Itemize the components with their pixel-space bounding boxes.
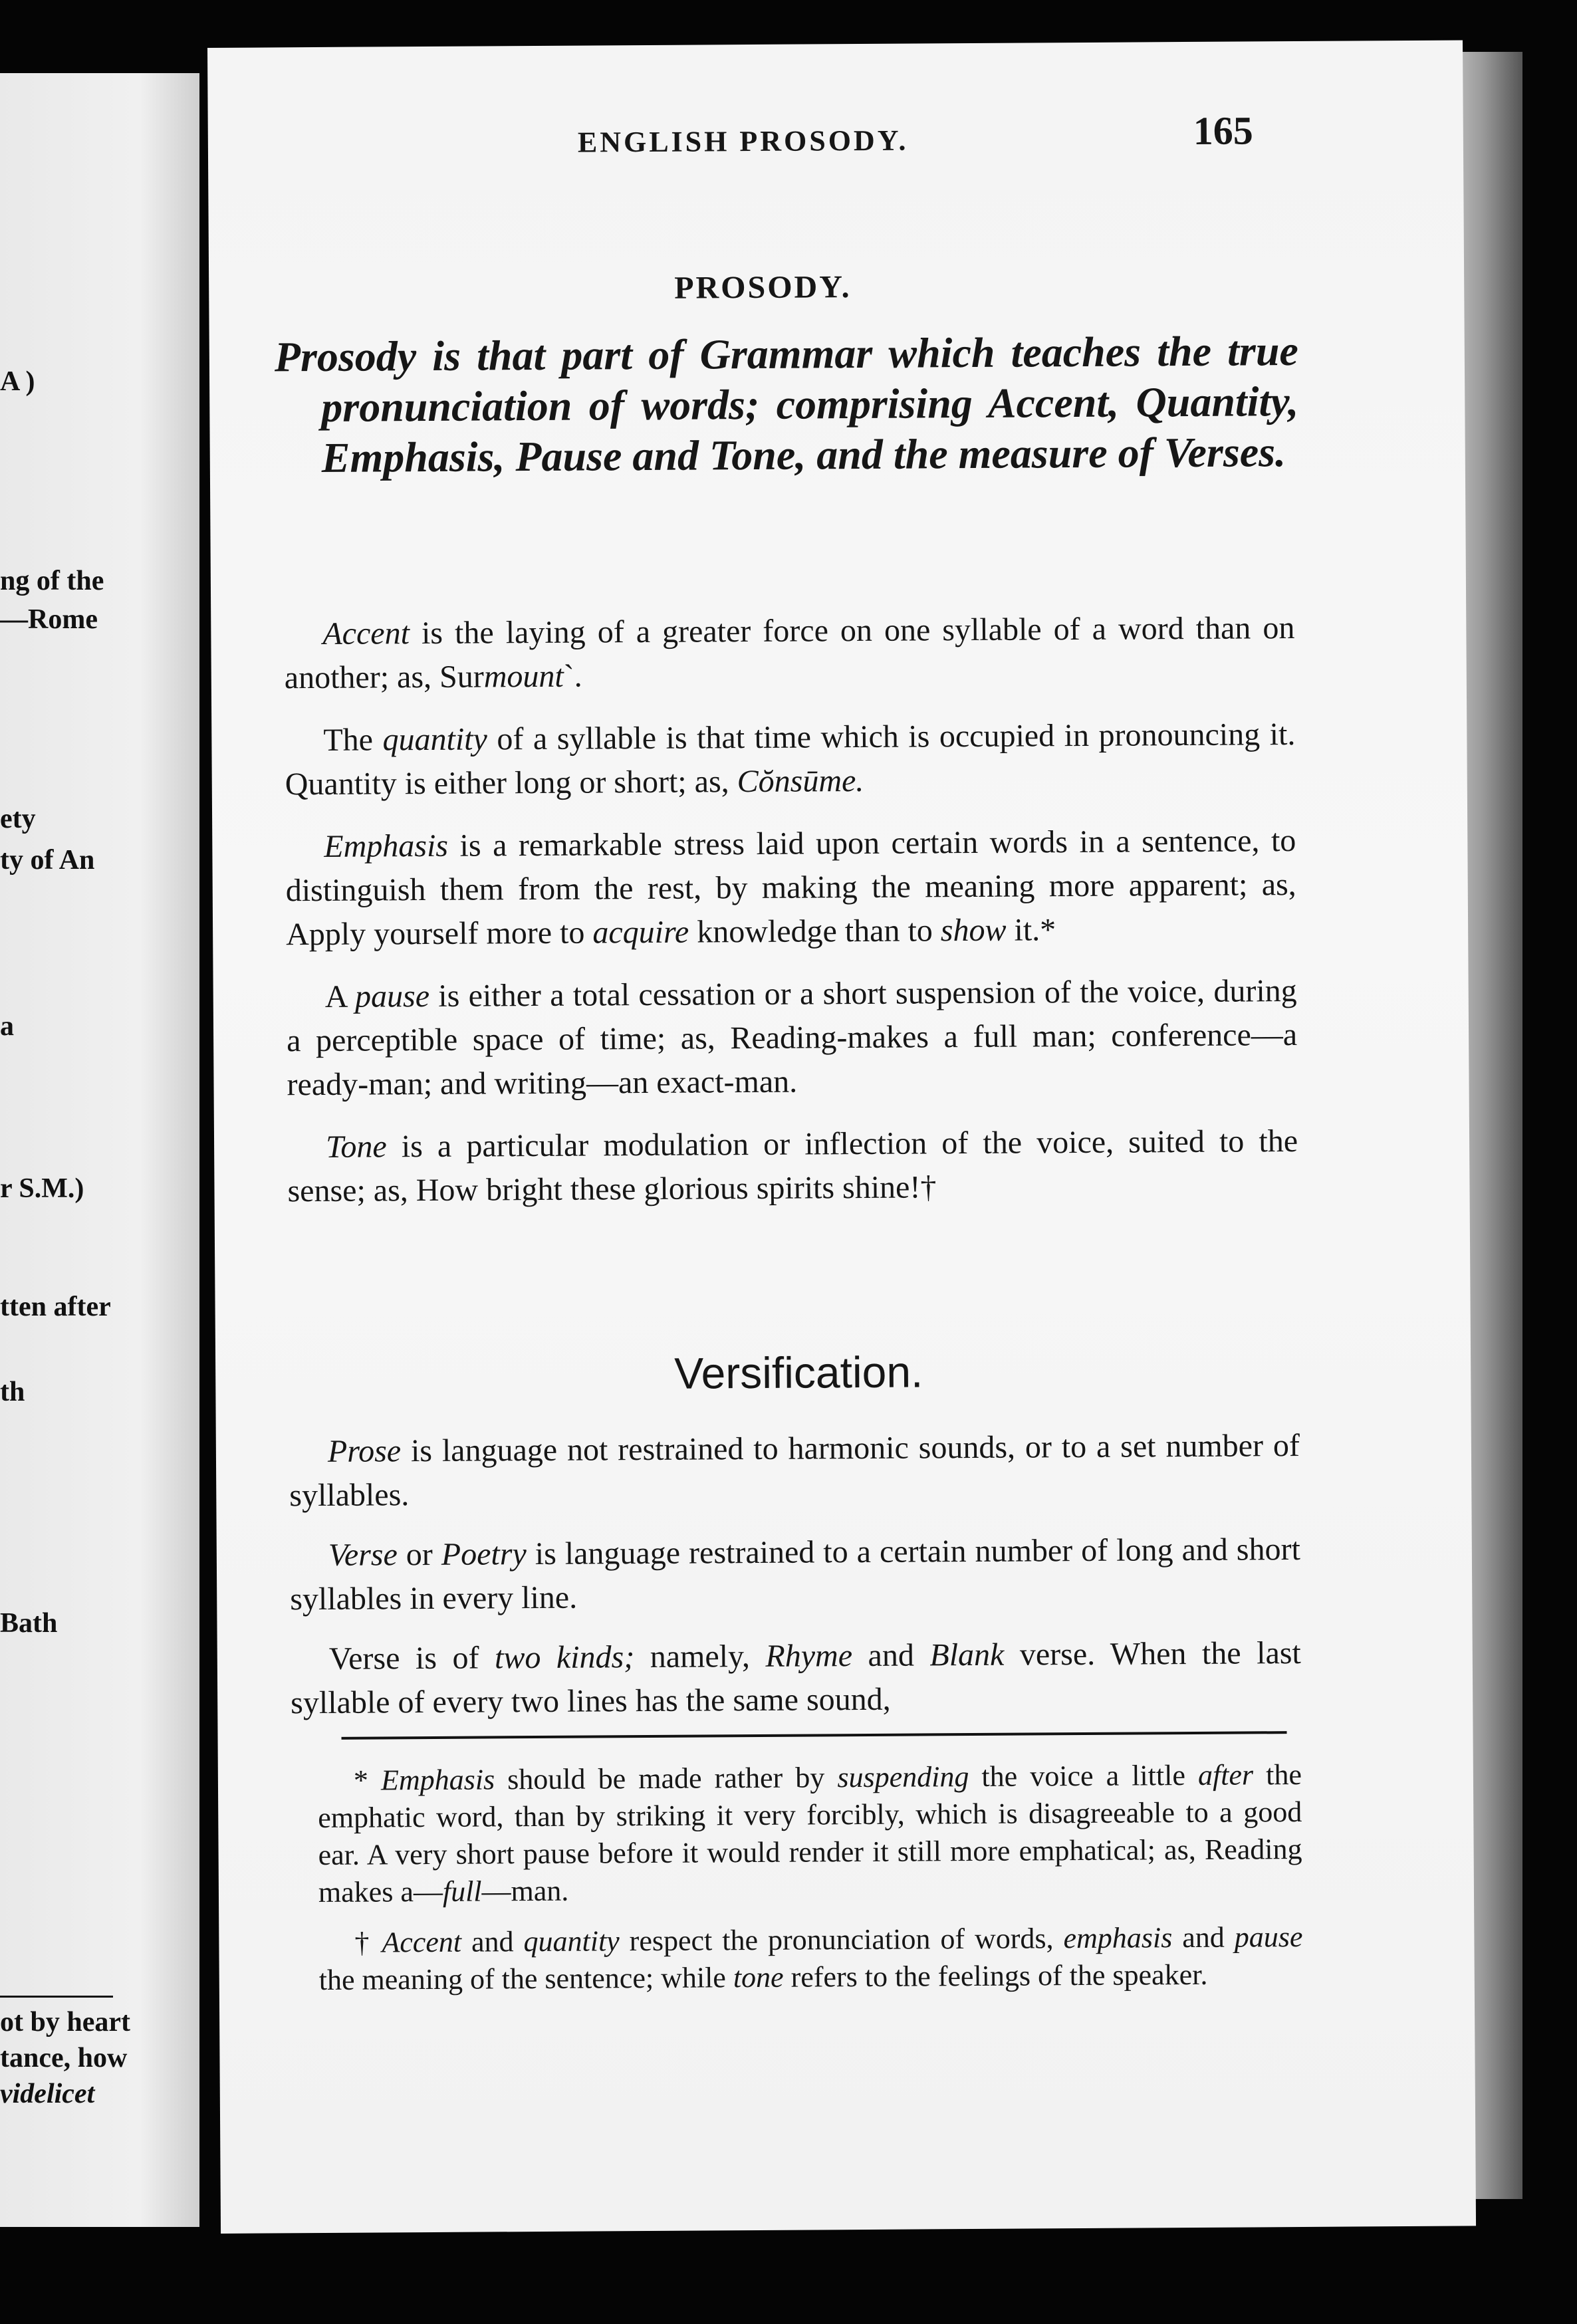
term-prose: Prose — [327, 1433, 402, 1469]
term-emphasis: Emphasis — [324, 828, 449, 864]
facing-fragment: ot by heart — [0, 2007, 130, 2037]
facing-fragment: r S.M.) — [0, 1173, 84, 1204]
facing-fragment: ety — [0, 804, 36, 834]
paragraph-accent: Accent is the laying of a greater force on one syllable of a word than on another; as, Surmount`. — [284, 610, 1295, 696]
paragraph-tone: Tone is a particular modulation or inflection of the voice, suited to the sense; as, How bright these glorious spirits shine!† — [287, 1123, 1298, 1209]
book-page — [207, 40, 1476, 2233]
paragraph-verse: Verse or Poetry is language restrained to a certain number of long and short syllables in every line. — [290, 1532, 1301, 1617]
section-title: PROSODY. — [674, 269, 852, 306]
paragraph-emphasis: Emphasis is a remarkable stress laid upon certain words in a sentence, to distinguish them from the rest, by making the meaning more apparent; as, Apply yourself more to acquire knowledge than to show it.* — [285, 823, 1296, 953]
facing-fragment: tance, how — [0, 2043, 128, 2073]
facing-fragment: Bath — [0, 1608, 58, 1639]
footnotes — [318, 1756, 1303, 1999]
facing-footnote-rule — [0, 1996, 113, 1998]
term-pause: pause — [354, 978, 430, 1014]
paragraph-prose: Prose is language not restrained to harmonic sounds, or to a set number of syllables. — [289, 1428, 1300, 1514]
prosody-definition: Prosody is that part of Grammar which teaches the true pronunciation of words; comprising Accent, Quantity, Emphasis, Pause and Tone, and the measure of Verses. — [274, 326, 1299, 481]
facing-fragment: A ) — [0, 366, 35, 397]
paragraph-verse-kinds: Verse is of two kinds; namely, Rhyme and Blank verse. When the last syllable of every two lines has the same sound, — [291, 1635, 1301, 1721]
facing-fragment: a — [0, 1011, 14, 1042]
versification-text — [289, 1424, 1302, 1725]
facing-fragment: th — [0, 1377, 25, 1407]
facing-fragment: tten after — [0, 1292, 111, 1322]
paragraph-pause: A pause is either a total cessation or a short suspension of the voice, during a perceptible space of time; as, Reading-makes a full man; conference—a ready-man; and writing—an exact-man. — [286, 973, 1298, 1103]
term-tone: Tone — [325, 1129, 387, 1165]
facing-page — [0, 73, 199, 2227]
footnote-rule — [342, 1731, 1287, 1740]
term-quantity: quantity — [382, 721, 488, 758]
main-text — [284, 606, 1298, 1213]
paragraph-quantity: The quantity of a syllable is that time which is occupied in pronouncing it. Quantity is either long or short; as, Cŏnsūme. — [285, 717, 1296, 802]
facing-fragment: ty of An — [0, 845, 95, 875]
footnote-emphasis: * Emphasis should be made rather by suspending the voice a little after the emphatic word, than by striking it very forcibly, which is disagreeable to a good ear. A very short pause before it would render it still more emphatical; as, Reading makes a—full—man. — [318, 1758, 1302, 1909]
footnote-accent: † Accent and quantity respect the pronunciation of words, emphasis and pause the meaning of the sentence; while tone refers to the feelings of the speaker. — [318, 1920, 1303, 1997]
facing-fragment: —Rome — [0, 604, 98, 635]
facing-fragment: ng of the — [0, 566, 104, 596]
page-number: 165 — [1193, 108, 1253, 153]
term-accent: Accent — [322, 616, 410, 651]
running-head: ENGLISH PROSODY. — [577, 124, 909, 159]
facing-fragment: videlicet — [0, 2079, 95, 2109]
versification-heading: Versification. — [673, 1347, 923, 1398]
